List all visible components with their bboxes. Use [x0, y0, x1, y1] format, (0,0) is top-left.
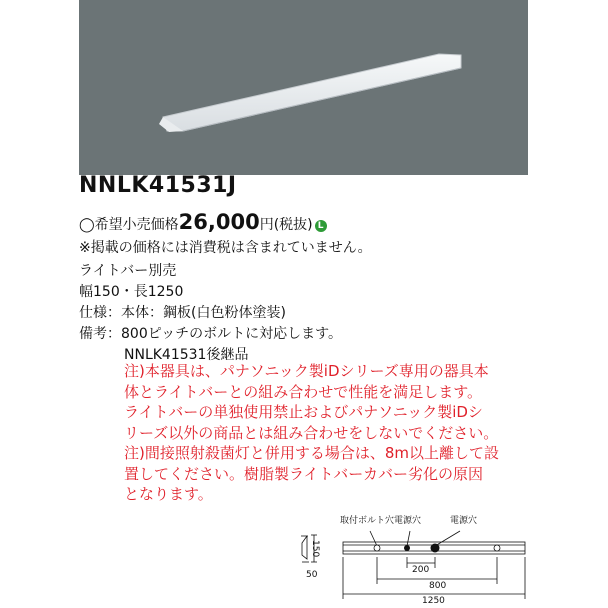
material-spec: 仕様：本体：鋼板(白色粉体塗装)	[79, 305, 286, 321]
drawing-lines	[300, 513, 540, 603]
price-line	[79, 210, 327, 234]
power-hole-icon	[404, 545, 410, 551]
caution-line: 注)間接照射殺菌灯と併用する場合は、8m以上離して設	[124, 444, 500, 462]
power-hole-label: 電源穴	[394, 516, 422, 526]
light-bar-note: ライトバー別売	[79, 263, 177, 279]
caution-line: ライトバーの単独使用禁止およびパナソニック製iDシ	[124, 403, 483, 421]
caution-line: 注)本器具は、パナソニック製iDシリーズ専用の器具本	[124, 362, 489, 380]
product-photo	[79, 0, 528, 175]
power-hole-label: 電源穴	[450, 516, 478, 526]
tax-note: ※掲載の価格には消費税は含まれていません。	[79, 240, 372, 256]
bolt-hole-label: 取付ボルト穴	[340, 516, 395, 526]
bolt-hole-icon	[494, 545, 500, 551]
caution-line: リーズ以外の商品とは組み合わせをしないでください。	[124, 423, 499, 442]
l-mark-icon: L	[315, 220, 327, 232]
price-value: 26,000	[178, 210, 260, 234]
size-spec: 幅150・長1250	[79, 284, 184, 300]
model-number: NNLK41531J	[79, 173, 237, 198]
dim-1250: 1250	[422, 596, 445, 606]
successor-note: NNLK41531後継品	[124, 347, 249, 363]
power-hole-icon	[431, 544, 440, 553]
bolt-hole-icon	[374, 545, 380, 551]
price-label: ◯希望小売価格	[79, 217, 179, 233]
light-fixture-image	[79, 0, 528, 175]
price-suffix: 円(税抜)	[259, 217, 313, 233]
caution-line: となります。	[124, 485, 213, 503]
dim-200: 200	[412, 565, 430, 575]
caution-line: 体とライトバーとの組み合わせで性能を満足します。	[124, 382, 483, 401]
dim-50: 50	[306, 570, 318, 580]
remarks: 備考：800ピッチのボルトに対応します。	[79, 326, 343, 342]
dim-150: 150	[310, 540, 320, 558]
caution-line: 置してください。樹脂製ライトバーカバー劣化の原因	[124, 464, 483, 483]
dim-800: 800	[429, 581, 447, 591]
caution-notes	[124, 361, 544, 505]
